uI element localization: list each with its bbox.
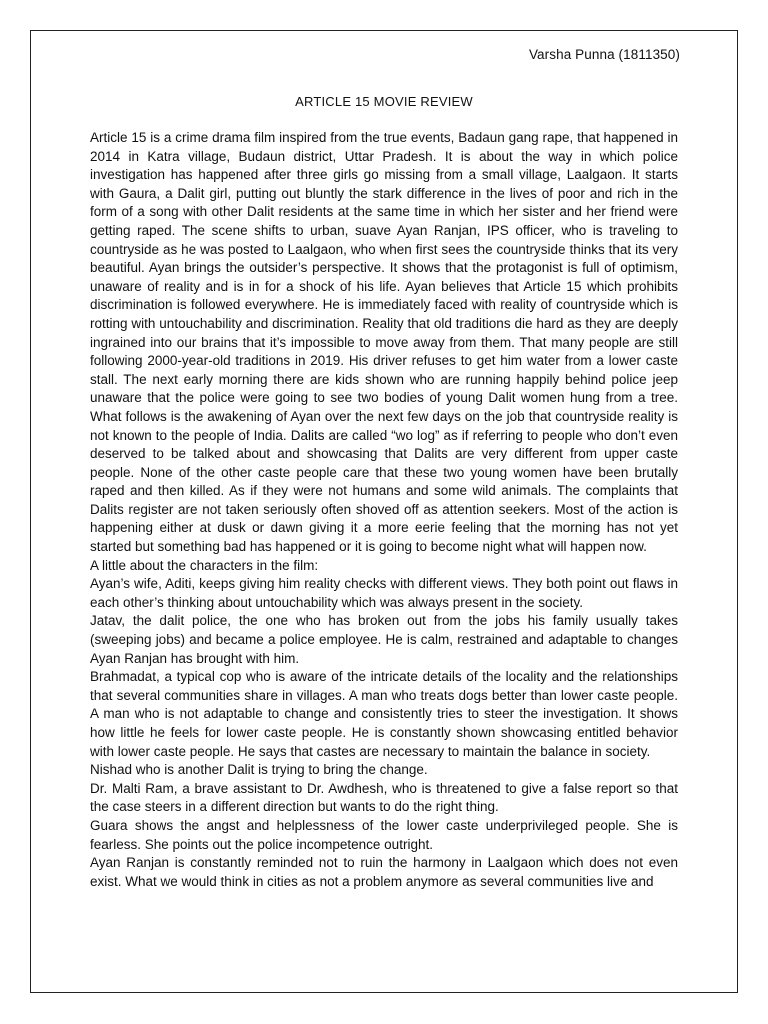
paragraph-malti-ram: Dr. Malti Ram, a brave assistant to Dr. Awdhesh, who is threatened to give a false report so that the case steers in a different direction but wants to do the right thing. bbox=[90, 780, 678, 815]
paragraph-nishad: Nishad who is another Dalit is trying to bring the change. bbox=[90, 762, 428, 778]
author-name: Varsha Punna (1811350) bbox=[528, 47, 680, 62]
paragraph-ayan-harmony: Ayan Ranjan is constantly reminded not to ruin the harmony in Laalgaon which does not even exist. What we would think in cities as not a problem anymore as several communities live and bbox=[90, 855, 678, 889]
paragraph-guara: Guara shows the angst and helplessness of the lower caste underprivileged people. She is fearless. She points out the police incompetence outright. bbox=[90, 817, 678, 852]
paragraph-jatav: Jatav, the dalit police, the one who has broken out from the jobs his family usually takes (sweeping jobs) and became a police employee. He is calm, restrained and adaptable to changes Ayan Ranjan has brought with him. bbox=[90, 613, 678, 666]
paragraph-aditi: Ayan’s wife, Aditi, keeps giving him reality checks with different views. They both point out flaws in each other’s thinking about untouchability which was always present in the society. bbox=[90, 576, 678, 610]
paragraph-intro: Article 15 is a crime drama film inspired from the true events, Badaun gang rape, that happened in 2014 in Katra village, Budaun district, Uttar Pradesh. It is about the way in which police investigation has happened after three girls go missing from a small village, Laalgaon. It starts with Gaura, a Dalit girl, putting out bluntly the stark difference in the lives of poor and rich in the form of a song with other Dalit residents at the same time in which her sister and her friend were getting raped. The scene shifts to urban, suave Ayan Ranjan, IPS officer, who is traveling to countryside as he was posted to Laalgaon, who when first sees the countryside thinks that its very beautiful. Ayan brings the outsider’s perspective. It shows that the protagonist is full of optimism, unaware of reality and is in for a shock of his life. Ayan believes that Article 15 which prohibits discrimination is followed everywhere. He is immediately faced with reality of countryside which is rotting with untouchability and discrimination. Reality that old traditions die hard as they are deeply ingrained into our brains that it’s impossible to move away from them. That many people are still following 2000-year-old traditions in 2019. His driver refuses to get him water from a lower caste stall. The next early morning there are kids shown who are running happily behind police jeep unaware that the police were going to see two bodies of young Dalit women hung from a tree. What follows is the awakening of Ayan over the next few days on the job that countryside reality is not known to the people of India. Dalits are called “wo log” as if referring to people who don’t even deserved to be talked about and showcasing that Dalits are very different from upper caste people. None of the other caste people care that these two young women have been brutally raped and then killed. As if they were not humans and some wild animals. The complaints that Dalits register are not taken seriously often shoved off as attention seekers. Most of the action is happening either at dusk or dawn giving it a more eerie feeling that the morning has not yet started but something bad has happened or it is going to become night what will happen now. bbox=[90, 130, 678, 555]
document-body bbox=[90, 129, 678, 891]
document-title: ARTICLE 15 MOVIE REVIEW bbox=[295, 94, 473, 109]
paragraph-brahmadat: Brahmadat, a typical cop who is aware of the intricate details of the locality and the relationships that several communities share in villages. A man who treats dogs better than lower caste people. A man who is not adaptable to change and consistently tries to steer the investigation. It shows how little he feels for lower caste people. He is constantly shown showcasing entitled behavior with lower caste people. He says that castes are necessary to maintain the balance in society. bbox=[90, 669, 678, 759]
paragraph-characters-heading: A little about the characters in the film: bbox=[90, 557, 319, 573]
